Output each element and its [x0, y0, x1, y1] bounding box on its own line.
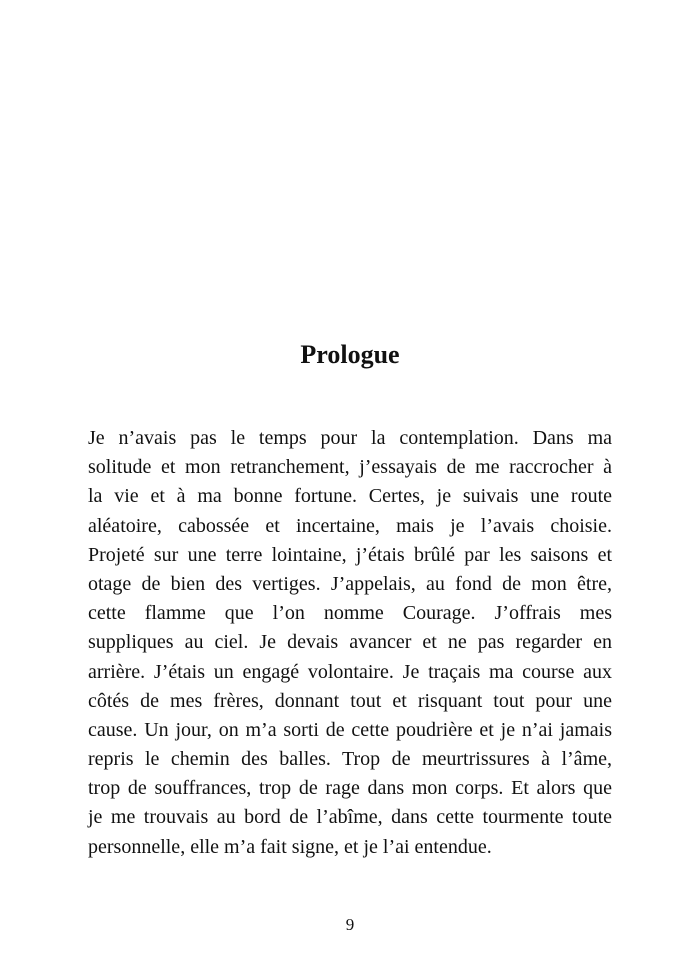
paragraph-line: cause. Un jour, on m’a sorti de cette poudrière et je n’ai jamais: [88, 718, 612, 741]
chapter-title: Prologue: [300, 340, 400, 369]
paragraph-line: Projeté sur une terre lointaine, j’étais brûlé par les saisons et: [88, 543, 612, 566]
prologue-paragraph: [88, 424, 612, 862]
paragraph-line: cette flamme que l’on nomme Courage. J’offrais mes: [88, 602, 612, 625]
paragraph-line: côtés de mes frères, donnant tout et risquant tout pour une: [88, 689, 612, 712]
paragraph-line: solitude et mon retranchement, j’essayais de me raccrocher à: [88, 456, 612, 479]
paragraph-line: aléatoire, cabossée et incertaine, mais je l’avais choisie.: [88, 514, 612, 537]
paragraph-line: la vie et à ma bonne fortune. Certes, je suivais une route: [88, 485, 612, 508]
paragraph-line: je me trouvais au bord de l’abîme, dans cette tourmente toute: [88, 806, 612, 829]
paragraph-line: personnelle, elle m’a fait signe, et je l’ai entendue.: [88, 835, 492, 858]
paragraph-line: otage de bien des vertiges. J’appelais, au fond de mon être,: [88, 572, 612, 595]
paragraph-line: Je n’avais pas le temps pour la contemplation. Dans ma: [88, 427, 612, 449]
page-number: 9: [345, 915, 355, 934]
paragraph-line: arrière. J’étais un engagé volontaire. Je traçais ma course aux: [88, 660, 612, 683]
paragraph-line: repris le chemin des balles. Trop de meurtrissures à l’âme,: [88, 748, 612, 771]
paragraph-line: suppliques au ciel. Je devais avancer et ne pas regarder en: [88, 631, 612, 654]
paragraph-line: trop de souffrances, trop de rage dans mon corps. Et alors que: [88, 777, 612, 800]
